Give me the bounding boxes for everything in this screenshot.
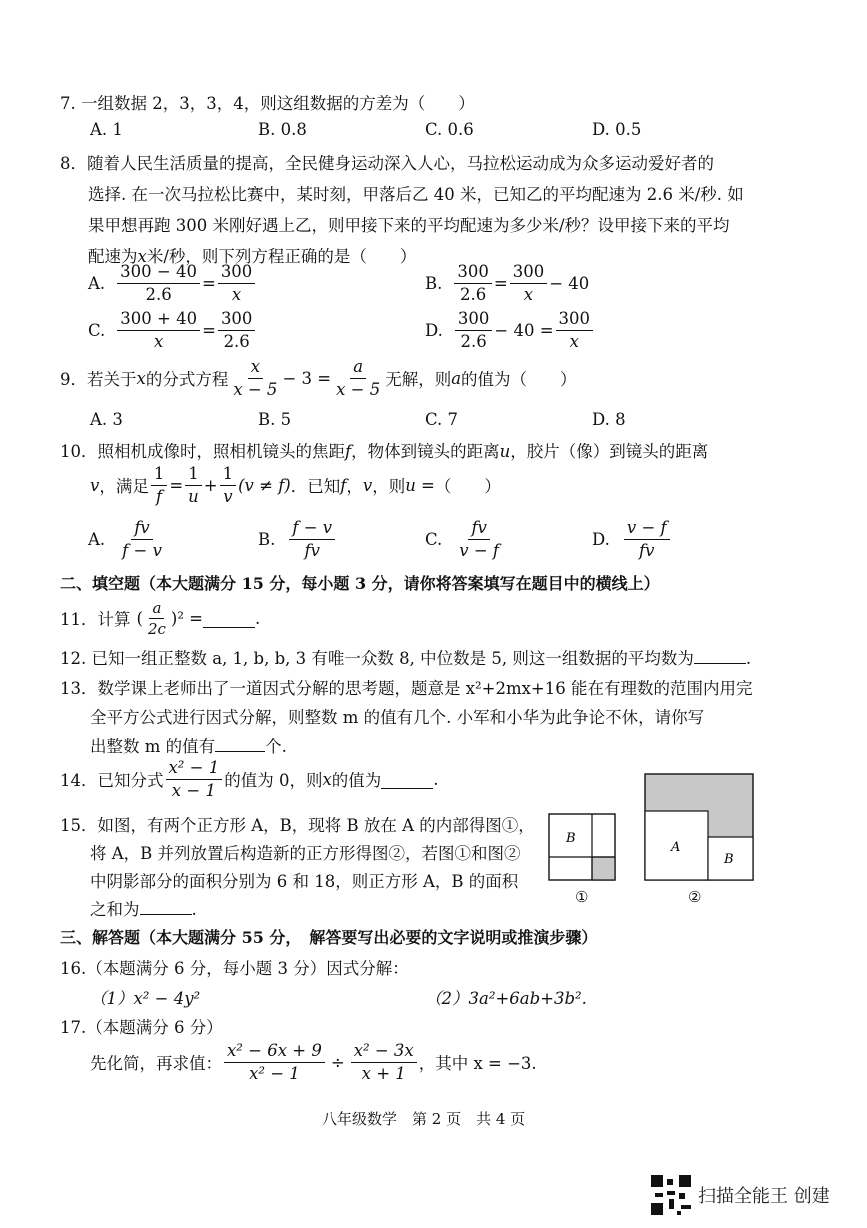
q15-line1: 15．如图，有两个正方形 A，B，现将 B 放在 A 的内部得图①， bbox=[60, 816, 535, 835]
q10-line1: 10．照相机成像时，照相机镜头的焦距f，物体到镜头的距离u，胶片（像）到镜头的距离 bbox=[60, 442, 709, 461]
figure-1-shaded-square bbox=[592, 857, 615, 880]
q13-line1: 13．数学课上老师出了一道因式分解的思考题，题意是 x²+2mx+16 能在有理数的范围内用完 bbox=[60, 679, 753, 698]
q10-option-b: B. $\frac{f - v}{fv}$ bbox=[258, 516, 337, 562]
q7-option-c: C. 0.6 bbox=[425, 120, 474, 139]
q9-stem: 9．若关于 x 的分式方程 $\frac{x}{x - 5}$ − 3 = $\frac{a}{x - 5}$ 无解，则 a 的值为（ ） bbox=[60, 356, 577, 399]
section-3-heading: 三、解答题（本大题满分 55 分， 解答要写出必要的文字说明或推演步骤） bbox=[60, 928, 598, 947]
section-2-heading: 二、填空题（本大题满分 15 分，每小题 3 分，请你将答案填写在题目中的横线上） bbox=[60, 574, 660, 593]
figure-1-caption: ① bbox=[575, 888, 589, 906]
q10-option-c: C. $\frac{fv}{v - f}$ bbox=[425, 517, 500, 560]
figure-2-label-a: A bbox=[671, 840, 681, 855]
q15-line2: 将 A，B 并列放置后构造新的正方形得图②，若图①和图② bbox=[90, 844, 521, 863]
q13-answer-blank[interactable] bbox=[215, 733, 265, 752]
q10-line2: v ，满足 $\frac{1}{f}$ = $\frac{1}{u}$ + $\frac{1}{v}$ (v ≠ f) ．已知 f ， v ，则 u = （ ） bbox=[90, 463, 501, 506]
figure-2-caption: ② bbox=[688, 888, 702, 906]
figure-1-label-b: B bbox=[566, 831, 576, 846]
watermark-text: 扫描全能王 创建 bbox=[698, 1186, 830, 1207]
q15-figure-1 bbox=[548, 813, 618, 883]
q15-line3: 中阴影部分的面积分别为 6 和 18，则正方形 A，B 的面积 bbox=[90, 872, 519, 891]
q8-line1: 8．随着人民生活质量的提高，全民健身运动深入人心，马拉松运动成为众多运动爱好者的 bbox=[60, 154, 714, 173]
q11-answer-blank[interactable] bbox=[203, 609, 255, 628]
figure-2-label-b: B bbox=[724, 852, 734, 867]
q8-option-a: A. $\frac{300 - 40}{2.6}$ = $\frac{300}{x}$ bbox=[88, 262, 257, 304]
q8-option-b: B. $\frac{300}{2.6}$ = $\frac{300}{x}$ − 40 bbox=[425, 261, 590, 304]
q10-option-d: D. $\frac{v - f}{fv}$ bbox=[592, 516, 672, 562]
q8-option-d: D. $\frac{300}{2.6}$ − 40 = $\frac{300}{x}$ bbox=[425, 309, 595, 351]
q9-option-d: D. 8 bbox=[592, 410, 626, 429]
q17-heading: 17.（本题满分 6 分） bbox=[60, 1018, 223, 1037]
q10-option-a: A. $\frac{fv}{f - v}$ bbox=[88, 517, 162, 560]
q16-part-1: （1）x² − 4y² bbox=[90, 989, 201, 1008]
q13-line2: 全平方公式进行因式分解，则整数 m 的值有几个. 小军和小华为此争论不休，请你写 bbox=[90, 708, 705, 727]
q7-option-d: D. 0.5 bbox=[592, 120, 642, 139]
q14-answer-blank[interactable] bbox=[381, 770, 433, 789]
q16-heading: 16.（本题满分 6 分，每小题 3 分）因式分解： bbox=[60, 959, 409, 978]
q13-line3: 出整数 m 的值有 个. bbox=[90, 733, 287, 757]
q15-answer-blank[interactable] bbox=[140, 896, 192, 915]
q9-option-a: A. 3 bbox=[90, 410, 123, 429]
q16-part-2: （2）3a²+6ab+3b². bbox=[425, 989, 587, 1008]
q8-option-c: C. $\frac{300 + 40}{x}$ = $\frac{300}{2.6}$ bbox=[88, 309, 257, 351]
qr-code-icon bbox=[651, 1175, 691, 1215]
q9-option-c: C. 7 bbox=[425, 410, 459, 429]
q11: 11．计算 ( $\frac{a}{2c}$ )² = . bbox=[60, 598, 261, 638]
page-footer: 八年级数学 第 2 页 共 4 页 bbox=[322, 1110, 526, 1128]
q7-option-a: A. 1 bbox=[90, 120, 123, 139]
q12-answer-blank[interactable] bbox=[694, 645, 746, 664]
q8-line2: 选择. 在一次马拉松比赛中，某时刻，甲落后乙 40 米，已知乙的平均配速为 2.6 米/秒. 如 bbox=[88, 185, 744, 204]
q7-stem: 7. 一组数据 2，3，3，4，则这组数据的方差为（ ） bbox=[60, 94, 475, 113]
q9-option-b: B. 5 bbox=[258, 410, 292, 429]
q14: 14．已知分式 $\frac{\text{x² − 1}}{x - 1}$ 的值为 0，则 x 的值为 . bbox=[60, 757, 439, 800]
q17-expression: 先化简，再求值： $\frac{\text{x² − 6x + 9}}{\text{x² − 1}}$ ÷ $\frac{\text{x² − 3x}}{x + 1}$ ，其中 x = −3. bbox=[90, 1040, 537, 1083]
q15-line4: 之和为 . bbox=[90, 896, 197, 920]
q12: 12. 已知一组正整数 a, 1, b, b, 3 有唯一众数 8, 中位数是 5, 则这一组数据的平均数为 . bbox=[60, 645, 751, 669]
q8-line4: 配速为x米/秒，则下列方程正确的是（ ） bbox=[88, 247, 417, 266]
q7-option-b: B. 0.8 bbox=[258, 120, 307, 139]
q15-figure-2 bbox=[644, 773, 756, 883]
q8-line3: 果甲想再跑 300 米刚好遇上乙，则甲接下来的平均配速为多少米/秒？设甲接下来的平均 bbox=[88, 216, 730, 235]
